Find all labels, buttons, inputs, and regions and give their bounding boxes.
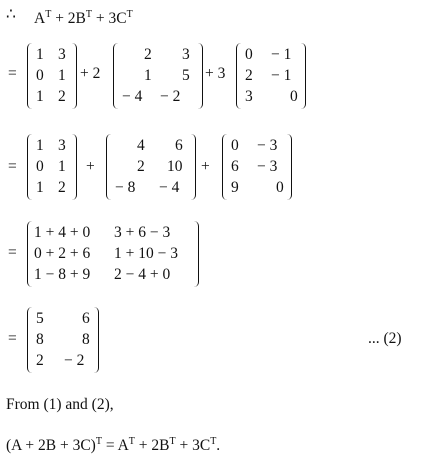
matrix-cell: − 2 bbox=[160, 88, 181, 105]
matrix-cell: 0 bbox=[36, 67, 44, 84]
matrix-cell: 3 bbox=[58, 46, 66, 63]
matrix-identity-part bbox=[27, 43, 77, 109]
matrix-sum-expanded bbox=[27, 221, 199, 287]
matrix-cell: 1 − 8 + 9 bbox=[34, 266, 91, 283]
matrix-b-transpose bbox=[113, 43, 203, 109]
equals-sign: = bbox=[8, 158, 17, 175]
matrix-cell: − 3 bbox=[257, 137, 278, 154]
matrix-cell: 2 bbox=[58, 179, 66, 196]
matrix-3c-transpose bbox=[222, 134, 292, 200]
matrix-cell: 6 bbox=[82, 310, 90, 327]
matrix-cell: − 2 bbox=[64, 352, 85, 369]
matrix-cell: 1 bbox=[58, 158, 66, 175]
matrix-cell: 0 bbox=[36, 158, 44, 175]
matrix-cell: 6 bbox=[231, 158, 239, 175]
matrix-cell: 3 bbox=[245, 88, 253, 105]
matrix-cell: 3 + 6 − 3 bbox=[114, 224, 171, 241]
matrix-cell: 1 + 4 + 0 bbox=[34, 224, 91, 241]
matrix-c-transpose bbox=[236, 43, 306, 109]
therefore-symbol: ∴ bbox=[6, 6, 16, 23]
matrix-2b-transpose bbox=[106, 134, 196, 200]
matrix-cell: 1 + 10 − 3 bbox=[114, 245, 178, 262]
matrix-cell: 1 bbox=[36, 179, 44, 196]
matrix-cell: 5 bbox=[36, 310, 44, 327]
operator: + bbox=[201, 158, 210, 175]
matrix-cell: 2 bbox=[144, 46, 152, 63]
operator: + 2 bbox=[80, 65, 101, 82]
matrix-cell: 1 bbox=[36, 88, 44, 105]
matrix-cell: 5 bbox=[182, 67, 190, 84]
matrix-cell: 8 bbox=[82, 331, 90, 348]
matrix-cell: − 1 bbox=[271, 46, 292, 63]
matrix-a-transpose bbox=[27, 134, 77, 200]
operator: + 3 bbox=[205, 65, 226, 82]
matrix-cell: − 8 bbox=[115, 179, 136, 196]
matrix-cell: − 4 bbox=[122, 88, 143, 105]
matrix-cell: 2 bbox=[137, 158, 145, 175]
matrix-cell: 0 + 2 + 6 bbox=[34, 245, 91, 262]
matrix-cell: 10 bbox=[167, 158, 183, 175]
equals-sign: = bbox=[8, 244, 17, 261]
from-line: From (1) and (2), bbox=[6, 396, 114, 413]
expression-line: $A^T + 2B^T + 3C^T$ bbox=[34, 9, 133, 27]
matrix-cell: 0 bbox=[276, 179, 284, 196]
matrix-cell: 8 bbox=[36, 331, 44, 348]
matrix-cell: 3 bbox=[182, 46, 190, 63]
matrix-cell: 0 bbox=[290, 88, 298, 105]
equals-sign: = bbox=[8, 330, 17, 347]
matrix-cell: 1 bbox=[58, 67, 66, 84]
matrix-cell: 6 bbox=[175, 137, 183, 154]
matrix-cell: 1 bbox=[144, 67, 152, 84]
final-equation: $(A + 2B + 3C)^T = A^T + 2B^T + 3C^T$. bbox=[6, 436, 221, 454]
matrix-cell: 4 bbox=[137, 137, 145, 154]
matrix-cell: 3 bbox=[58, 137, 66, 154]
matrix-cell: 0 bbox=[231, 137, 239, 154]
matrix-cell: 1 bbox=[36, 137, 44, 154]
matrix-cell: 1 bbox=[36, 46, 44, 63]
matrix-cell: 2 − 4 + 0 bbox=[114, 266, 171, 283]
matrix-cell: 9 bbox=[231, 179, 239, 196]
matrix-cell: 2 bbox=[245, 67, 253, 84]
matrix-cell: 0 bbox=[245, 46, 253, 63]
matrix-result bbox=[27, 307, 99, 373]
matrix-cell: 2 bbox=[58, 88, 66, 105]
operator: + bbox=[86, 158, 95, 175]
equals-sign: = bbox=[8, 65, 17, 82]
equation-reference: ... (2) bbox=[368, 330, 402, 347]
matrix-cell: 2 bbox=[36, 352, 44, 369]
matrix-cell: − 4 bbox=[159, 179, 180, 196]
matrix-cell: − 1 bbox=[271, 67, 292, 84]
matrix-cell: − 3 bbox=[257, 158, 278, 175]
